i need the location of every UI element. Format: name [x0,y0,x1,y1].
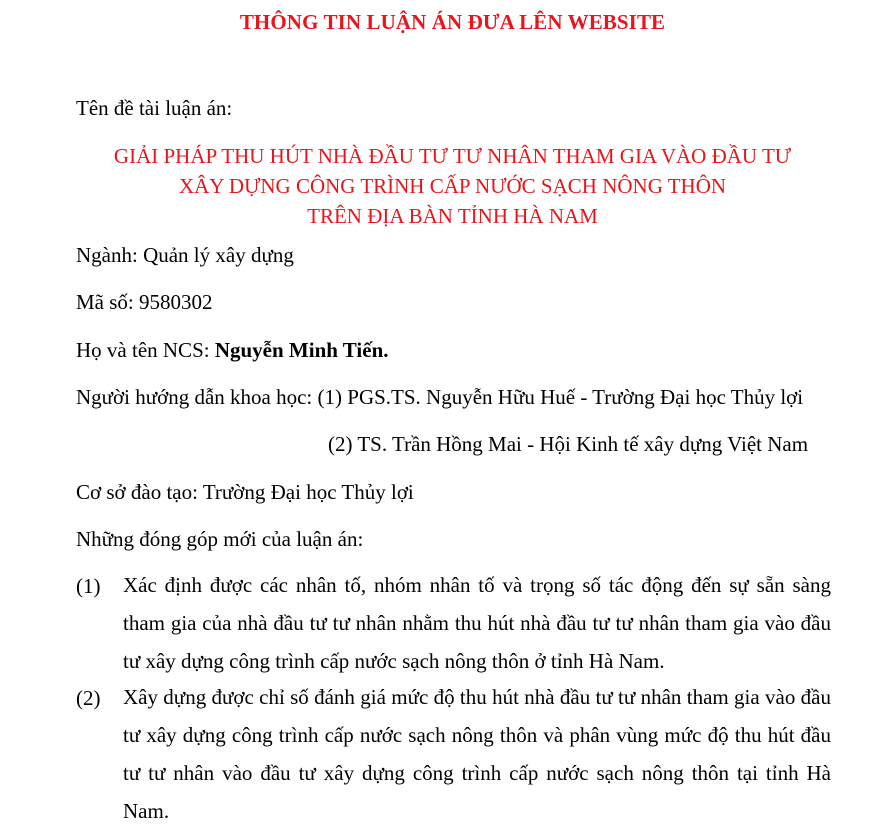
supervisor-1: (1) PGS.TS. Nguyễn Hữu Huế - Trường Đại học Thủy lợi [317,385,804,409]
supervisor-label: Người hướng dẫn khoa học: [76,385,318,409]
thesis-title-line-3: TRÊN ĐỊA BÀN TỈNH HÀ NAM [307,204,598,228]
contribution-item-2 [76,678,831,828]
thesis-title-line-2: XÂY DỰNG CÔNG TRÌNH CẤP NƯỚC SẠCH NÔNG THÔN [178,174,727,198]
candidate-label: Họ và tên NCS: [76,338,215,362]
supervisor-2: (2) TS. Trần Hồng Mai - Hội Kinh tế xây dựng Việt Nam [328,432,809,456]
contribution-item-1 [76,566,831,680]
thesis-title [0,141,895,231]
contributions-label: Những đóng góp mới của luận án: [76,527,364,551]
contribution-number: (2) [76,686,101,710]
thesis-title-line-1: GIẢI PHÁP THU HÚT NHÀ ĐẦU TƯ TƯ NHÂN THAM GIA VÀO ĐẦU TƯ [113,144,792,168]
candidate-name: Nguyễn Minh Tiến. [214,338,389,362]
page-heading: THÔNG TIN LUẬN ÁN ĐƯA LÊN WEBSITE [239,10,666,34]
supervisor-line-1 [76,385,803,410]
institution-line: Cơ sở đào tạo: Trường Đại học Thủy lợi [76,480,414,504]
contribution-text: Xác định được các nhân tố, nhóm nhân tố và trọng số tác động đến sự sẵn sàng tham gia của nhà đầu tư tư nhân nhằm thu hút nhà đầu tư tư nhân tham gia vào đầu tư xây dựng công trình cấp nước sạch nông thôn ở tỉnh Hà Nam. [123,573,831,673]
major-line: Ngành: Quản lý xây dựng [76,243,294,267]
thesis-title-label: Tên đề tài luận án: [76,96,233,120]
candidate-line [76,338,389,363]
contribution-text: Xây dựng được chỉ số đánh giá mức độ thu hút nhà đầu tư tư nhân tham gia vào đầu tư xây dựng công trình cấp nước sạch nông thôn và phân vùng mức độ thu hút đầu tư tư nhân vào đầu tư xây dựng công trình cấp nước sạch nông thôn tại tỉnh Hà Nam. [123,685,831,823]
code-line: Mã số: 9580302 [76,290,213,314]
contribution-number: (1) [76,574,101,598]
